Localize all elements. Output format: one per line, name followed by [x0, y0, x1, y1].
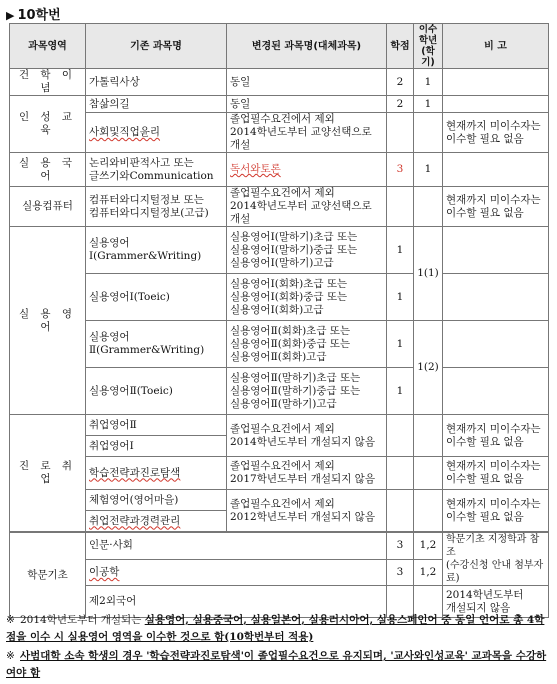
subject-cell: 인문·사회 — [86, 533, 387, 560]
header-area: 과목영역 — [10, 24, 86, 69]
year-cell — [414, 457, 443, 490]
credit-cell — [387, 490, 414, 532]
year-cell — [414, 415, 443, 457]
note-emphasis: 사범대학 소속 학생의 경우 '학습전략과진로탐색'이 졸업필수요건으로 유지되며, '교사와인성교육' 교과목을 수강하여야 함 — [6, 650, 547, 679]
changed-cell: 동일 — [227, 96, 387, 113]
table-row — [10, 415, 549, 436]
note-cell: 현재까지 미이수자는 이수할 필요 없음 — [443, 490, 549, 532]
header-year: 이수 학년 (학기) — [414, 24, 443, 69]
table-row — [10, 533, 549, 560]
foundation-table — [9, 532, 549, 618]
changed-cell: 졸업필수요건에서 제외 2014학년도부터 교양선택으로 개설 — [227, 113, 387, 153]
note-cell — [443, 321, 549, 368]
changed-cell: 졸업필수요건에서 제외 2014학년도부터 개설되지 않음 — [227, 415, 387, 457]
subject-cell: 이공학 — [86, 559, 387, 586]
year-cell — [414, 113, 443, 153]
changed-cell: 실용영어Ⅰ(말하기)초급 또는 실용영어Ⅰ(말하기)중급 또는 실용영어Ⅰ(말하기)고급 — [227, 227, 387, 274]
table-row — [10, 274, 549, 321]
credit-cell — [387, 457, 414, 490]
area-cell: 진 로 취 업 — [10, 415, 86, 532]
note-2 — [6, 648, 554, 682]
credit-cell: 1 — [387, 321, 414, 368]
table-row — [10, 227, 549, 274]
table-row — [10, 368, 549, 415]
existing-cell: 취업영어Ⅰ — [86, 436, 227, 457]
table-row — [10, 153, 549, 187]
note-mark: ※ — [6, 614, 15, 626]
credit-cell: 3 — [387, 559, 414, 586]
existing-cell: 실용영어Ⅰ(Toeic) — [86, 274, 227, 321]
credit-cell — [387, 113, 414, 153]
table-header-row — [10, 24, 549, 69]
note-cell: 현재까지 미이수자는 이수할 필요 없음 — [443, 457, 549, 490]
existing-cell: 참삶의길 — [86, 96, 227, 113]
header-changed: 변경된 과목명(대체과목) — [227, 24, 387, 69]
existing-cell: 체험영어(영어마을) — [86, 490, 227, 511]
changed-cell: 독서와토론 — [227, 153, 387, 187]
table-row — [10, 321, 549, 368]
note-cell — [443, 227, 549, 274]
existing-cell: 실용영어Ⅱ(Grammer&Writing) — [86, 321, 227, 368]
existing-cell: 실용영어Ⅱ(Toeic) — [86, 368, 227, 415]
changed-cell: 졸업필수요건에서 제외 2017학년도부터 개설되지 않음 — [227, 457, 387, 490]
changed-cell: 졸업필수요건에서 제외 2014학년도부터 교양선택으로 개설 — [227, 187, 387, 227]
note-cell: 현재까지 미이수자는 이수할 필요 없음 — [443, 187, 549, 227]
existing-cell: 논리와비판적사고 또는 글쓰기와Communication — [86, 153, 227, 187]
credit-cell: 3 — [387, 153, 414, 187]
table-row — [10, 490, 549, 511]
table-row — [10, 187, 549, 227]
note-mark: ※ — [6, 650, 15, 662]
table-row — [10, 96, 549, 113]
note-1 — [6, 612, 554, 646]
existing-cell: 사회및직업윤리 — [86, 113, 227, 153]
area-cell: 인 성 교 육 — [10, 96, 86, 153]
existing-cell: 취업영어Ⅱ — [86, 415, 227, 436]
credit-cell: 1 — [387, 368, 414, 415]
area-cell: 건 학 이 념 — [10, 69, 86, 96]
year-cell: 1(1) — [414, 227, 443, 321]
credit-cell: 1 — [387, 227, 414, 274]
note-cell — [443, 274, 549, 321]
table-row — [10, 113, 549, 153]
year-cell — [414, 187, 443, 227]
note-text: 2014학년도부터 개설되는 — [20, 614, 145, 626]
credit-cell — [387, 415, 414, 457]
existing-cell: 학습전략과진로탐색 — [86, 457, 227, 490]
existing-cell: 실용영어Ⅰ(Grammer&Writing) — [86, 227, 227, 274]
existing-cell: 취업전략과경력관리 — [86, 511, 227, 532]
year-cell: 1(2) — [414, 321, 443, 415]
year-cell: 1,2 — [414, 559, 443, 586]
area-cell: 학문기초 — [10, 533, 86, 618]
area-cell: 실 용 영 어 — [10, 227, 86, 415]
note-cell — [443, 368, 549, 415]
changed-cell: 실용영어Ⅰ(회화)초급 또는 실용영어Ⅰ(회화)중급 또는 실용영어Ⅰ(회화)고급 — [227, 274, 387, 321]
year-cell: 1 — [414, 96, 443, 113]
changed-cell: 실용영어Ⅱ(말하기)초급 또는 실용영어Ⅱ(말하기)중급 또는 실용영어Ⅱ(말하기)고급 — [227, 368, 387, 415]
year-cell: 1,2 — [414, 533, 443, 560]
header-credit: 학점 — [387, 24, 414, 69]
credit-cell — [387, 187, 414, 227]
changed-cell: 실용영어Ⅱ(회화)초급 또는 실용영어Ⅱ(회화)중급 또는 실용영어Ⅱ(회화)고급 — [227, 321, 387, 368]
credit-cell: 1 — [387, 274, 414, 321]
header-existing: 기존 과목명 — [86, 24, 227, 69]
credit-cell: 2 — [387, 69, 414, 96]
curriculum-table — [9, 23, 549, 532]
changed-cell: 졸업필수요건에서 제외 2012학년도부터 개설되지 않음 — [227, 490, 387, 532]
area-cell: 실용컴퓨터 — [10, 187, 86, 227]
year-cell — [414, 490, 443, 532]
note-cell: 현재까지 미이수자는 이수할 필요 없음 — [443, 113, 549, 153]
table-row — [10, 69, 549, 96]
credit-cell: 2 — [387, 96, 414, 113]
area-cell: 실 용 국 어 — [10, 153, 86, 187]
note-cell — [443, 153, 549, 187]
year-cell: 1 — [414, 153, 443, 187]
header-note: 비 고 — [443, 24, 549, 69]
subject-cell: 제2외국어 — [86, 586, 387, 618]
existing-cell: 컴퓨터와디지털정보 또는 컴퓨터와디지털정보(고급) — [86, 187, 227, 227]
existing-cell: 가톨릭사상 — [86, 69, 227, 96]
note-cell: 2014학년도부터 개설되지 않음 — [443, 586, 549, 618]
year-cell: 1 — [414, 69, 443, 96]
note-cell — [443, 96, 549, 113]
note-cell: 학문기초 지정학과 참조 (수강신청 안내 첨부자료) — [443, 533, 549, 586]
note-emphasis: 실용영어, 실용중국어, 실용일본어, 실용러시아어, 실용스페인어 중 동일 언어로 총 4학점을 이수 시 실용영어 영역을 이수한 것으로 함(10학번부터 적용) — [6, 614, 545, 643]
section-title: 10학번 — [17, 8, 61, 23]
table-row — [10, 457, 549, 490]
triangle-marker-icon: ▶ — [6, 9, 15, 22]
credit-cell: 3 — [387, 533, 414, 560]
note-cell: 현재까지 미이수자는 이수할 필요 없음 — [443, 415, 549, 457]
section-heading — [6, 4, 61, 23]
changed-cell: 동일 — [227, 69, 387, 96]
note-cell — [443, 69, 549, 96]
